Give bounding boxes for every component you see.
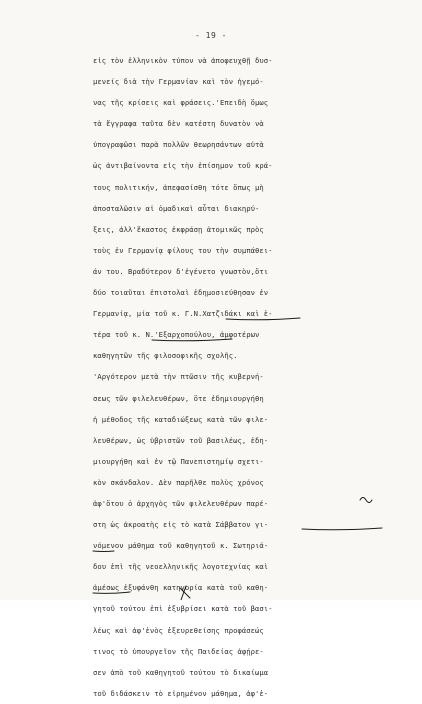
text-line: 'Αργότερον μετὰ τὴν πτῶσιν τῆς κυβερνή-: [93, 372, 264, 382]
text-line: ἀποσταλῶσιν αἱ ὁμαδικαὶ αὗται διακηρύ-: [93, 203, 260, 213]
text-line: κὸν σκάνδαλον. Δὲν παρῆλθε πολὺς χρόνος: [93, 477, 264, 487]
text-line: σεν ἀπὸ τοῦ καθηγητοῦ τούτου τὸ δικαίωμα: [93, 667, 269, 677]
text-line: ὡς ἀντιβαίνοντα εἰς τὴν ἐπίσημον τοῦ κρά-: [93, 161, 273, 171]
text-line: μενείς διὰ τὴν Γερμανίαν καὶ τὸν ἡγεμό-: [93, 77, 264, 87]
text-line: λέως καὶ ἀφ'ἑνὸς ἐξευρεθείσης προφάσεώς: [93, 625, 264, 635]
text-line: μιουργήθη καὶ ἐν τῷ Πανεπιστημίῳ σχετι-: [93, 456, 264, 466]
text-line: εἰς τὸν ἑλληνικὸν τύπον νὰ ἀποφευχθῇ δυσ-: [93, 56, 273, 65]
typed-text-body: [93, 50, 411, 704]
text-line: στη ὡς ἀκροατὴς εἰς τὸ κατὰ Σάββατον γι-: [93, 520, 269, 530]
text-line: ἀφ'ὅτου ὁ ἀρχηγὸς τῶν φιλελευθέρων παρέ-: [93, 498, 269, 508]
text-line: άν του. Βραδύτερον δ'ἐγένετο γνωστὸν,ὅτι: [93, 266, 269, 276]
text-line: τους πολιτικήν, ἀπεφασίσθη τότε ὅπως μὴ: [93, 182, 264, 192]
text-line: γητοῦ τούτου ἐπὶ ἐξυβρίσει κατὰ τοῦ βασι-: [93, 604, 273, 614]
text-line: καθηγητῶν τῆς φιλοσοφικῆς σχολῆς.: [93, 351, 238, 361]
text-line: τινος τὸ ὑπουργεῖον τῆς Παιδείας ἀφῄρε-: [93, 646, 264, 656]
text-line: ἡ μέθοδος τῆς καταδιώξεως κατὰ τῶν φιλε-: [93, 414, 269, 424]
text-line: τοῦ διδάσκειν τὸ εἰρημένον μάθημα, ἀφ'ἑ-: [93, 688, 269, 698]
text-line: ἀμέσως ἐξυφάνθη κατηγορία κατὰ τοῦ καθη-: [93, 583, 269, 593]
page-number: - 19 -: [195, 31, 227, 40]
text-line: λευθέρων, ὡς ὑβριστῶν τοῦ βασιλέως, ἐδη-: [93, 435, 269, 445]
text-line: ξεις, ἀλλ'ἕκαστος ἐκφράσῃ ἀτομικῶς πρὸς: [93, 224, 264, 234]
text-line: σεως τῶν φιλελευθέρων, ὅτε ἐδημιουργήθη: [93, 393, 264, 403]
text-line: νόμενον μάθημα τοῦ καθηγητοῦ κ. Σωτηριά-: [93, 541, 269, 551]
text-line: ὑπογραφῶσι παρὰ πολλῶν θεωρησάντων αὐτὰ: [93, 140, 264, 150]
text-line: τὰ ἔγγραφα ταῦτα δὲν κατέστη δυνατὸν νὰ: [93, 119, 264, 129]
text-line: Γερμανίᾳ, μία τοῦ κ. Γ.Ν.Χατζιδάκι καὶ ἑ-: [93, 309, 273, 319]
text-line: τέρα τοῦ κ. Ν.'Εξαρχοπούλου, ἀμφοτέρων: [93, 330, 260, 340]
text-line: νας τῆς κρίσεις καὶ φράσεις.'Επειδὴ ὅμως: [93, 98, 269, 108]
text-line: δύο τοιαῦται ἐπιστολαὶ ἐδημοσιεύθησαν ἐν: [93, 288, 269, 298]
text-line: τοὺς ἐν Γερμανίᾳ φίλους του τὴν συμπάθει-: [93, 245, 273, 255]
text-line: δου ἐπὶ τῆς νεοελληνικῆς λογοτεχνίας καὶ: [93, 562, 269, 572]
